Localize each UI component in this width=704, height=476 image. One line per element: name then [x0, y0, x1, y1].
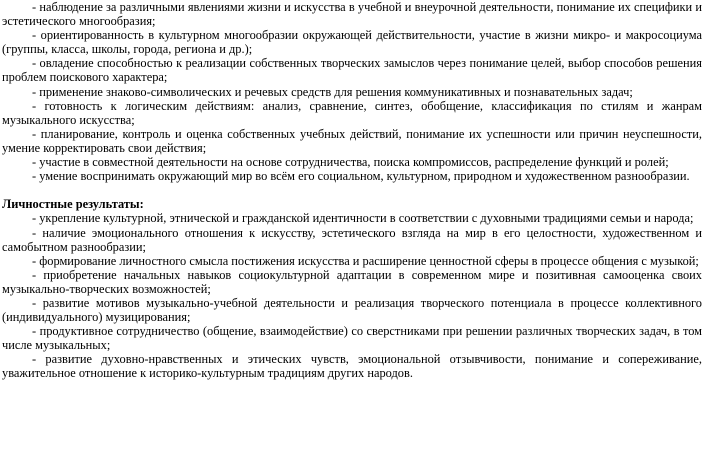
- list-item: - наблюдение за различными явлениями жизни и искусства в учебной и внеурочной деятельности, понимание их специфики и эстетического многообразия;: [2, 0, 702, 29]
- list-item: - участие в совместной деятельности на основе сотрудничества, поиска компромиссов, распределение функций и ролей;: [32, 155, 669, 170]
- list-item: - ориентированность в культурном многообразии окружающей действительности, участие в жизни микро- и макросоциума (группы, класса, школы, города, региона и др.);: [2, 28, 702, 57]
- list-item: - формирование личностного смысла постижения искусства и расширение ценностной сферы в процессе общения с музыкой;: [32, 253, 699, 268]
- meta-results-list: [2, 0, 702, 183]
- list-item: - готовность к логическим действиям: анализ, сравнение, синтез, обобщение, классификация по стилям и жанрам музыкального искусства;: [2, 98, 702, 127]
- list-item: - наличие эмоционального отношения к искусству, эстетического взгляда на мир в его целостности, художественном и самобытном разнообразии;: [2, 225, 702, 254]
- list-item: - применение знаково-символических и речевых средств для решения коммуникативных и познавательных задач;: [32, 84, 633, 99]
- list-item: - укрепление культурной, этнической и гражданской идентичности в соответствии с духовными традициями семьи и народа;: [32, 211, 694, 226]
- list-item: - развитие мотивов музыкально-учебной деятельности и реализация творческого потенциала в процессе коллективного (индивидуального) музицирования;: [2, 295, 702, 325]
- list-item: - умение воспринимать окружающий мир во всём его социальном, культурном, природном и художественном разнообразии.: [32, 169, 690, 184]
- personal-results-list: [2, 211, 702, 380]
- list-item: - планирование, контроль и оценка собственных учебных действий, понимание их успешности или причин неуспешности, умение корректировать свои действия;: [2, 126, 702, 155]
- document-page: [2, 0, 702, 381]
- list-item: - развитие духовно-нравственных и этических чувств, эмоциональной отзывчивости, понимание и сопереживание, уважительное отношение к историко-культурным традициям других народов.: [2, 352, 702, 381]
- list-item: - овладение способностью к реализации собственных творческих замыслов через понимание целей, выбор способов решения проблем поискового характера;: [2, 56, 702, 85]
- list-item: - продуктивное сотрудничество (общение, взаимодействие) со сверстниками при решении различных творческих задач, в том числе музыкальных;: [2, 324, 702, 353]
- section-heading-personal-results: Личностные результаты:: [2, 197, 144, 212]
- list-item: - приобретение начальных навыков социокультурной адаптации в современном мире и позитивная самооценка своих музыкально-творческих возможностей;: [2, 267, 702, 296]
- section-spacer: [2, 183, 702, 197]
